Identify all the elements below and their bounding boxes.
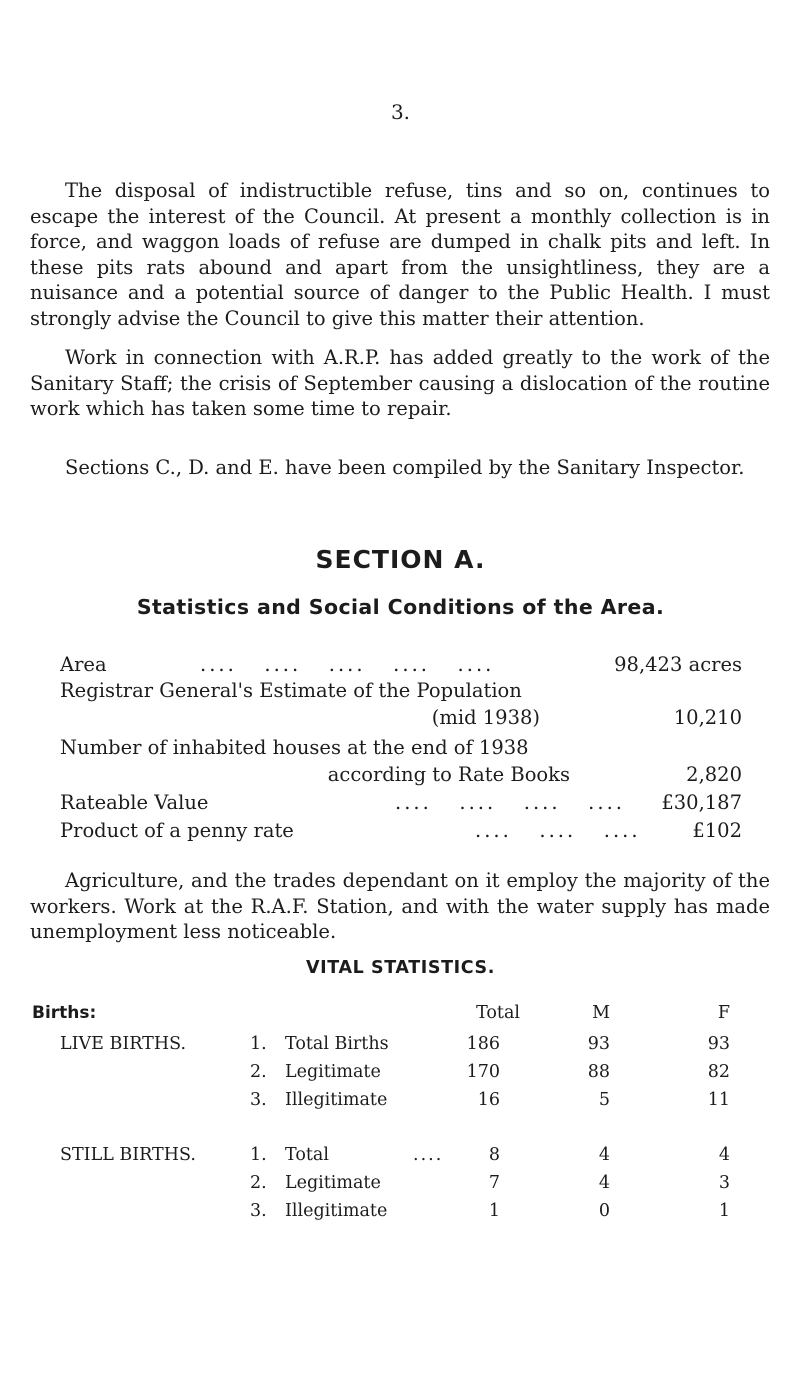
section-subheading: Statistics and Social Conditions of the Area. <box>136 595 665 619</box>
stat-penny-label: Product of a penny rate <box>60 819 294 842</box>
paragraph-sections: Sections C., D. and E. have been compiled by the Sanitary Inspector. <box>65 456 745 479</box>
births-label: Births: <box>32 1003 97 1023</box>
table-row-desc: Total Births <box>285 1034 389 1054</box>
stat-population-label-2: (mid 1938) <box>431 706 540 729</box>
header-female: F <box>717 1003 730 1023</box>
table-row-number: 2. <box>250 1173 267 1193</box>
table-row-male: 88 <box>587 1062 610 1082</box>
stat-area-value: 98,423 acres <box>614 653 742 676</box>
paragraph-arp: Work in connection with A.R.P. has added greatly to the work of the Sanitary Staff; the crisis of September causing a dislocation of the routine work which has taken some time to repair. <box>30 346 770 420</box>
table-row-number: 1. <box>250 1145 267 1165</box>
table-row-number: 1. <box>250 1034 267 1054</box>
table-row-total: 16 <box>477 1090 500 1110</box>
table-row-desc: Legitimate <box>285 1173 381 1193</box>
table-row-male: 4 <box>598 1145 610 1165</box>
table-row-total: 170 <box>466 1062 500 1082</box>
page-number: 3. <box>390 100 411 124</box>
table-row-female: 4 <box>718 1145 730 1165</box>
table-row-female: 82 <box>707 1062 730 1082</box>
header-male: M <box>592 1003 610 1023</box>
stat-rateable-value: £30,187 <box>661 791 742 814</box>
table-row-number: 2. <box>250 1062 267 1082</box>
vital-statistics-heading: VITAL STATISTICS. <box>306 958 495 978</box>
stat-area-dots: .... .... .... .... .... <box>200 653 495 676</box>
stat-population-label: Registrar General's Estimate of the Population <box>60 679 522 702</box>
table-row-desc: Total <box>285 1145 329 1165</box>
table-row-dots: .... <box>413 1145 444 1165</box>
stat-rateable-dots: .... .... .... .... <box>395 791 625 814</box>
table-row-number: 3. <box>250 1090 267 1110</box>
stat-area-label: Area <box>60 653 107 676</box>
table-row-female: 1 <box>718 1201 730 1221</box>
stat-penny-dots: .... .... .... <box>475 819 641 842</box>
table-row-total: 186 <box>466 1034 500 1054</box>
section-heading: SECTION A. <box>315 545 486 574</box>
table-row-female: 11 <box>707 1090 730 1110</box>
stat-rateable-label: Rateable Value <box>60 791 209 814</box>
table-row-desc: Legitimate <box>285 1062 381 1082</box>
stat-houses-label-2: according to Rate Books <box>327 763 570 786</box>
table-row-number: 3. <box>250 1201 267 1221</box>
table-row-male: 4 <box>598 1173 610 1193</box>
table-row-female: 3 <box>718 1173 730 1193</box>
still-births-label: STILL BIRTHS. <box>60 1145 196 1165</box>
table-row-desc: Illegitimate <box>285 1201 388 1221</box>
paragraph-agriculture: Agriculture, and the trades dependant on it employ the majority of the workers. Work at the R.A.F. Station, and with the water supply has made unemployment less noticeable. <box>30 869 770 943</box>
header-total: Total <box>476 1003 520 1023</box>
stat-houses-value: 2,820 <box>686 763 742 786</box>
table-row-total: 8 <box>488 1145 500 1165</box>
table-row-male: 0 <box>598 1201 610 1221</box>
stat-penny-value: £102 <box>692 819 742 842</box>
stat-population-value: 10,210 <box>673 706 742 729</box>
table-row-total: 7 <box>488 1173 500 1193</box>
paragraph-refuse: The disposal of indistructible refuse, tins and so on, continues to escape the interest of the Council. At present a monthly collection is in force, and waggon loads of refuse are dumped in chalk pits and left. In these pits rats abound and apart from the unsightliness, they are a nuisance and a potential source of danger to the Public Health. I must strongly advise the Council to give this matter their attention. <box>30 179 770 330</box>
table-row-male: 5 <box>598 1090 610 1110</box>
live-births-label: LIVE BIRTHS. <box>60 1034 187 1054</box>
table-row-total: 1 <box>488 1201 500 1221</box>
table-row-female: 93 <box>707 1034 730 1054</box>
table-row-male: 93 <box>587 1034 610 1054</box>
stat-houses-label: Number of inhabited houses at the end of 1938 <box>60 736 529 759</box>
table-row-desc: Illegitimate <box>285 1090 388 1110</box>
